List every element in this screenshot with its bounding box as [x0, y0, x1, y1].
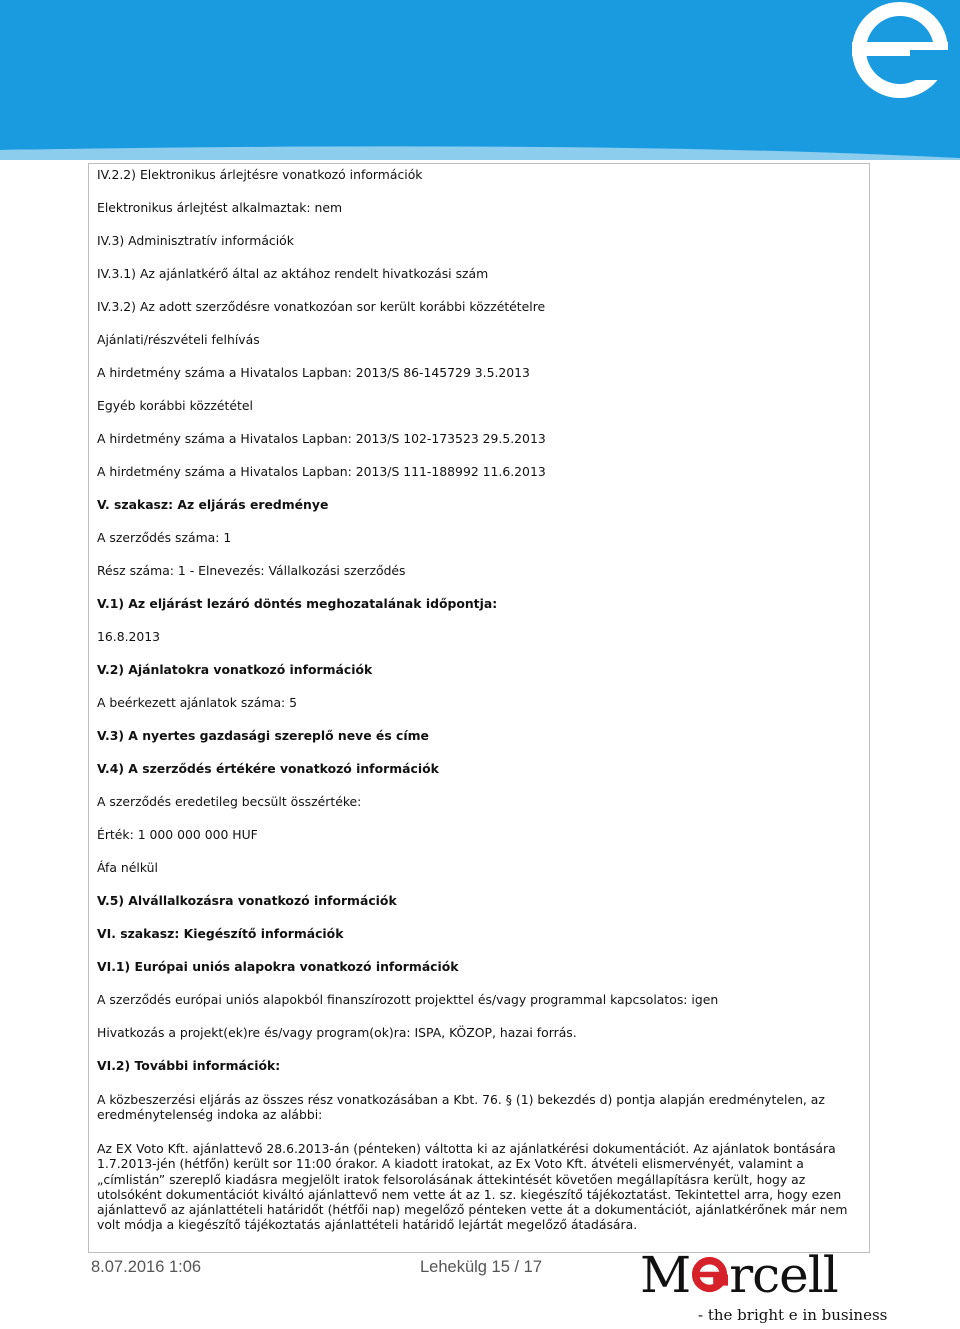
heading-vi-2: VI.2) További információk:: [97, 1058, 281, 1073]
heading-section-vi: VI. szakasz: Kiegészítő információk: [97, 926, 344, 941]
text-other-publication: Egyéb korábbi közzététel: [97, 398, 253, 413]
text-electronic-auction: Elektronikus árlejtést alkalmaztak: nem: [97, 200, 343, 215]
footer-page-number: Lehekülg 15 / 17: [420, 1258, 543, 1276]
text-lot-number: Rész száma: 1 - Elnevezés: Vállalkozási szerződés: [97, 563, 406, 578]
text-eu-funds: A szerződés európai uniós alapokból finanszírozott projekttel és/vagy programmal kapcsolatos: igen: [97, 992, 719, 1007]
heading-v-1: V.1) Az eljárást lezáró döntés meghozatalának időpontja:: [97, 596, 498, 611]
text-notice-number-2: A hirdetmény száma a Hivatalos Lapban: 2013/S 102-173523 29.5.2013: [97, 431, 546, 446]
text-vat-excluded: Áfa nélkül: [97, 860, 158, 875]
logo-tagline: - the bright e in business: [698, 1306, 888, 1324]
heading-vi-1: VI.1) Európai uniós alapokra vonatkozó információk: [97, 959, 459, 974]
text-notice-number-1: A hirdetmény száma a Hivatalos Lapban: 2013/S 86-145729 3.5.2013: [97, 365, 530, 380]
text-call-for-tender: Ajánlati/részvételi felhívás: [97, 332, 260, 347]
heading-v-2: V.2) Ajánlatokra vonatkozó információk: [97, 662, 373, 677]
heading-section-v: V. szakasz: Az eljárás eredménye: [97, 497, 329, 512]
logo-word-right: rcell: [729, 1246, 838, 1304]
heading-v-3: V.3) A nyertes gazdasági szereplő neve és címe: [97, 728, 429, 743]
logo-e-icon: [691, 1256, 728, 1293]
text-contract-number: A szerződés száma: 1: [97, 530, 232, 545]
header-banner: [0, 0, 960, 160]
text-estimated-value-label: A szerződés eredetileg becsült összértéke:: [97, 794, 362, 809]
heading-iv-3-1: IV.3.1) Az ajánlatkérő által az aktához rendelt hivatkozási szám: [97, 266, 489, 281]
text-decision-date: 16.8.2013: [97, 629, 161, 644]
paragraph-reason: Az EX Voto Kft. ajánlattevő 28.6.2013-án (pénteken) váltotta ki az ajánlatkérési dokumentációt. Az ajánlatok bontására 1.7.2013-jén (hétfőn) került sor 11:00 órakor. A kiadott iratokat, az Ex Voto Kft. átvételi elismervényét, valamint a „címlistán” szereplő kiadásra megjelölt iratok felsorolásának áttekintését követően megállapításra került, hogy az utolsóként dokumentációt kiváltó ajánlattevő nem vette át az 1. sz. kiegészítő tájékoztatást. Tekintettel arra, hogy ezen ajánlattevő az ajánlattételi határidőt (hétfői nap) megelőző pénteken vette át a dokumentációt, ajánlatkérőnek már nem volt módja a kiegészítő tájékoztatás ajánlattételi határidő lejártát megelőző átadására.: [97, 1141, 848, 1233]
text-value: Érték: 1 000 000 000 HUF: [97, 827, 258, 842]
text-offers-received: A beérkezett ajánlatok száma: 5: [97, 695, 298, 710]
heading-iv-3: IV.3) Adminisztratív információk: [97, 233, 294, 248]
heading-iv-3-2: IV.3.2) Az adott szerződésre vonatkozóan sor került korábbi közzétételre: [97, 299, 546, 314]
footer-date: 8.07.2016 1:06: [91, 1258, 202, 1276]
text-notice-number-3: A hirdetmény száma a Hivatalos Lapban: 2013/S 111-188992 11.6.2013: [97, 464, 546, 479]
heading-iv-2-2: IV.2.2) Elektronikus árlejtésre vonatkozó információk: [97, 167, 423, 182]
text-project-reference: Hivatkozás a projekt(ek)re és/vagy program(ok)ra: ISPA, KÖZOP, hazai forrás.: [97, 1025, 577, 1040]
marcell-logo: [640, 1246, 888, 1326]
heading-v-5: V.5) Alvállalkozásra vonatkozó információk: [97, 893, 397, 908]
logo-word-left: M: [640, 1246, 691, 1304]
paragraph-unsuccessful: A közbeszerzési eljárás az összes rész vonatkozásában a Kbt. 76. § (1) bekezdés d) pontja alapján eredménytelen, az eredménytelenség indoka az alábbi:: [97, 1092, 825, 1123]
heading-v-4: V.4) A szerződés értékére vonatkozó információk: [97, 761, 439, 776]
